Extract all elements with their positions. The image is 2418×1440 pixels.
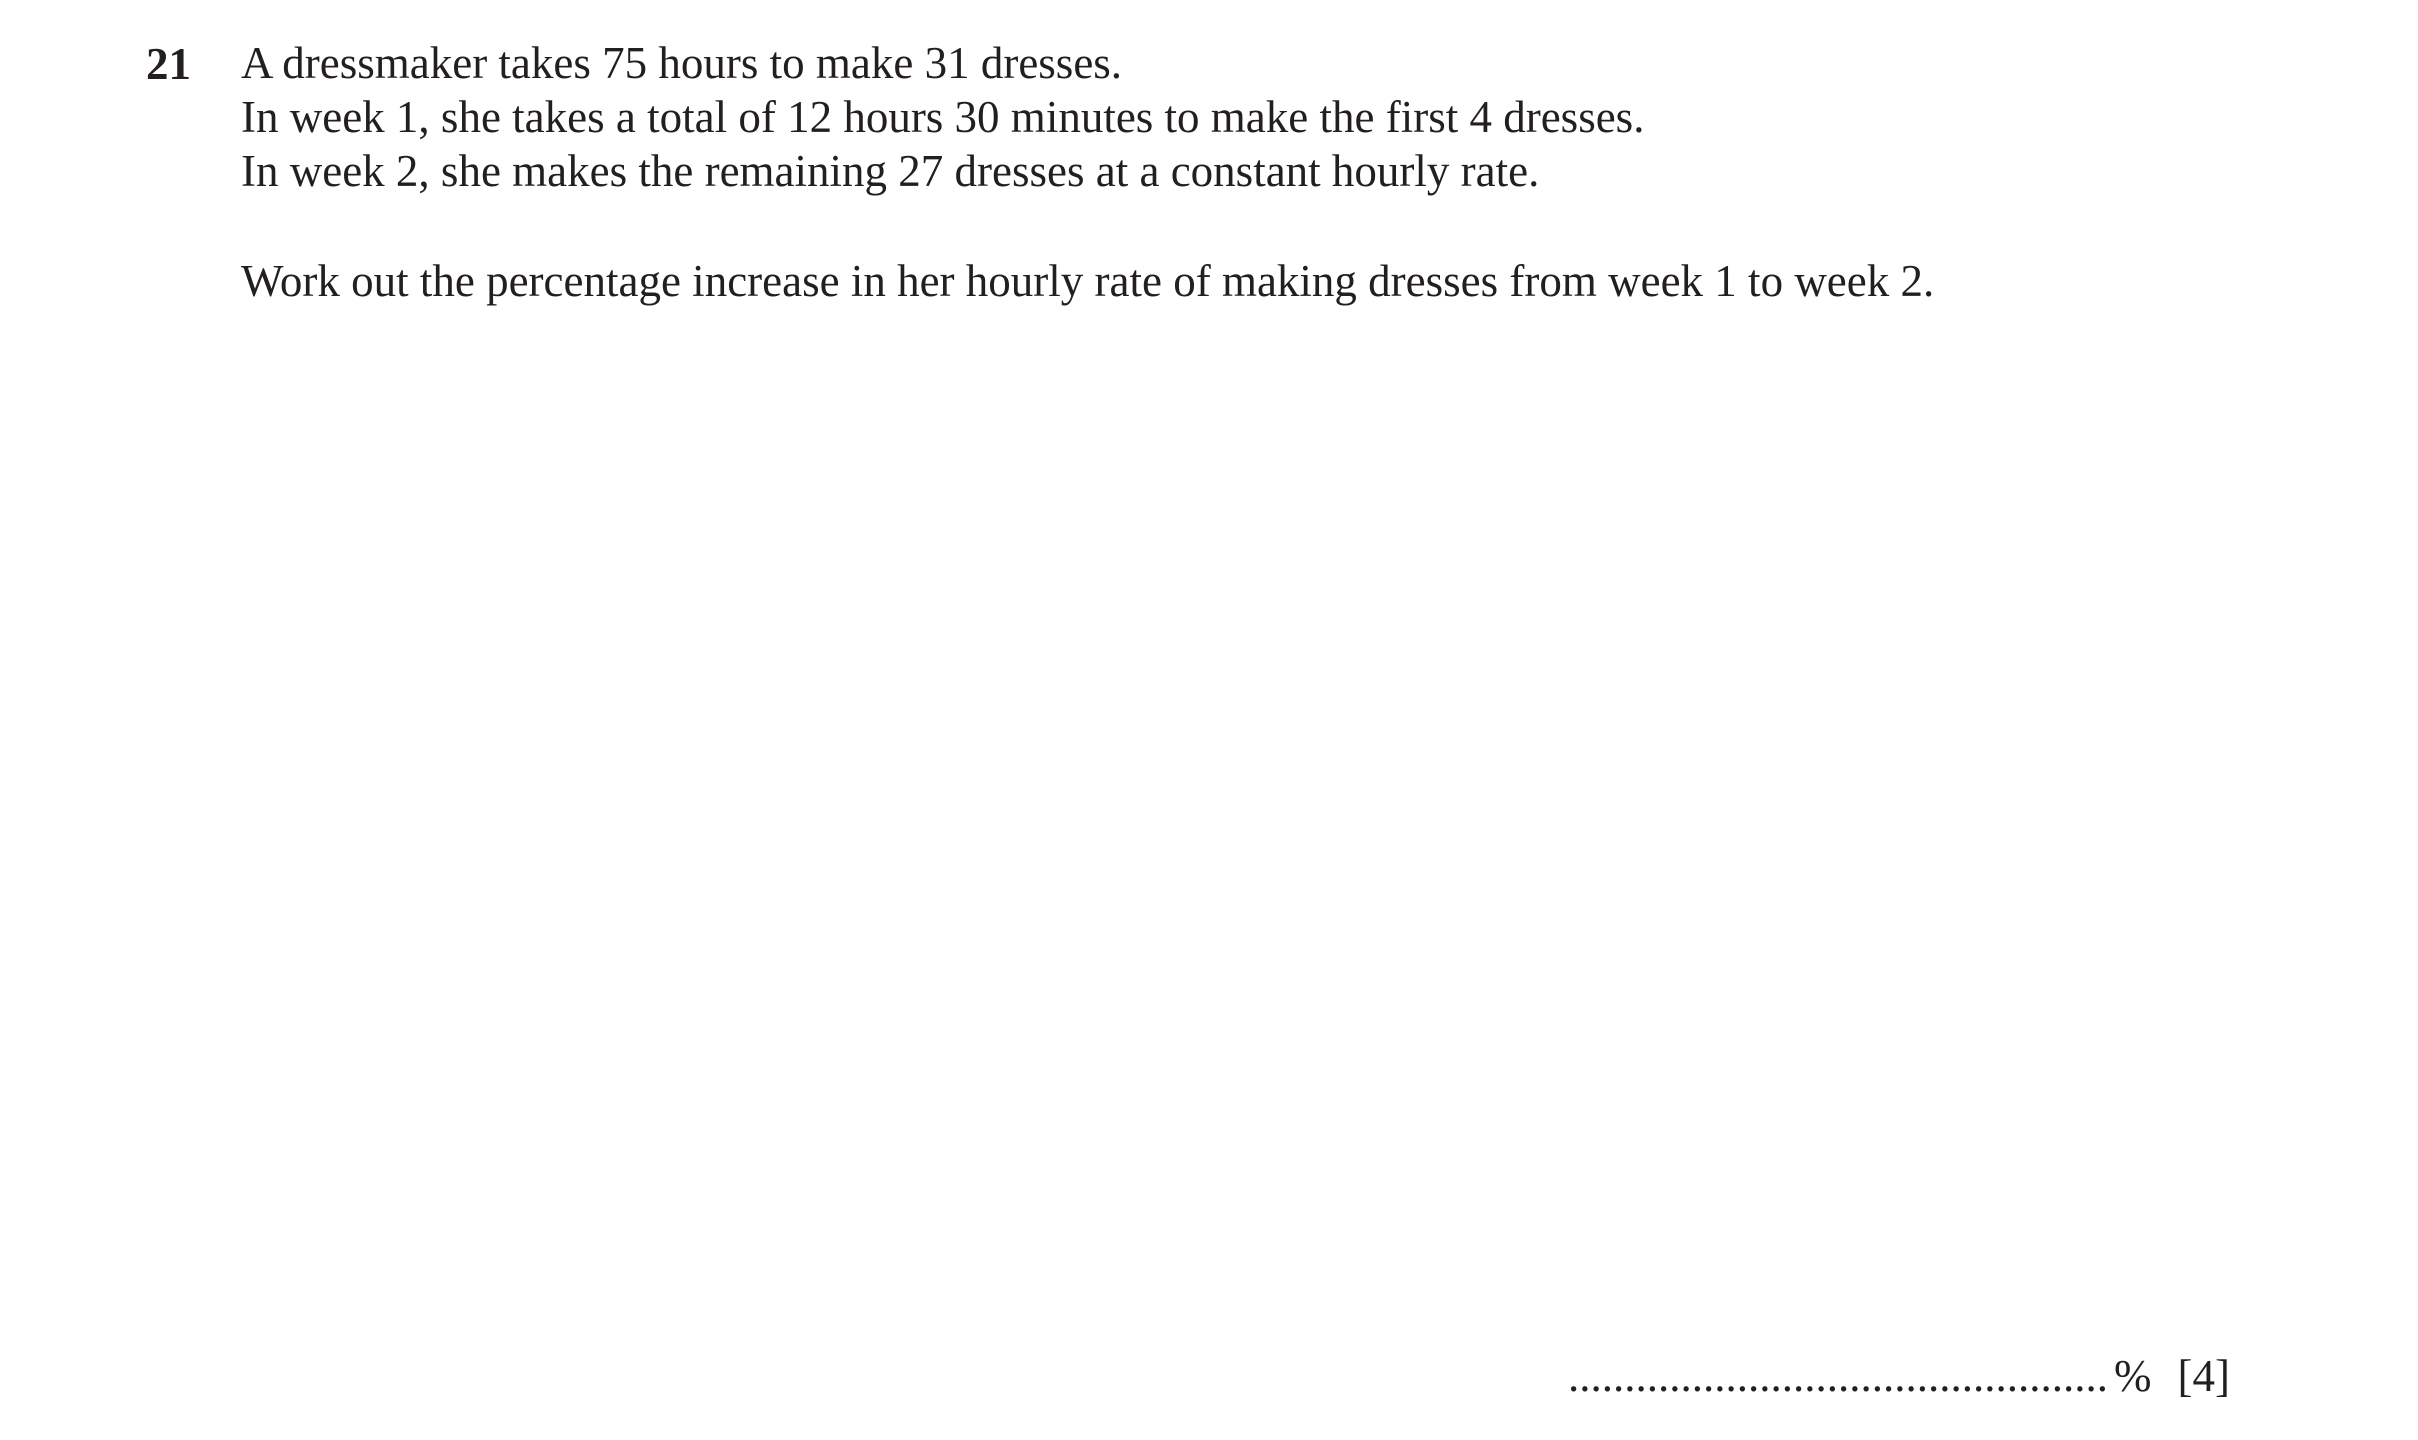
answer-line[interactable] [1568,1348,2230,1404]
question-line-2: In week 1, she takes a total of 12 hours 30 minutes to make the first 4 dresses. [241,92,1645,142]
answer-unit: % [2114,1351,2152,1401]
question-line-1: A dressmaker takes 75 hours to make 31 dresses. [241,38,1123,88]
marks-label: [4] [2177,1351,2230,1401]
answer-dots[interactable]: ................................................ [1568,1351,2109,1401]
question-instruction: Work out the percentage increase in her hourly rate of making dresses from week 1 to week 2. [241,256,1935,306]
question-body [241,36,2341,308]
question-line-3: In week 2, she makes the remaining 27 dresses at a constant hourly rate. [241,146,1540,196]
question-number: 21 [146,39,191,89]
